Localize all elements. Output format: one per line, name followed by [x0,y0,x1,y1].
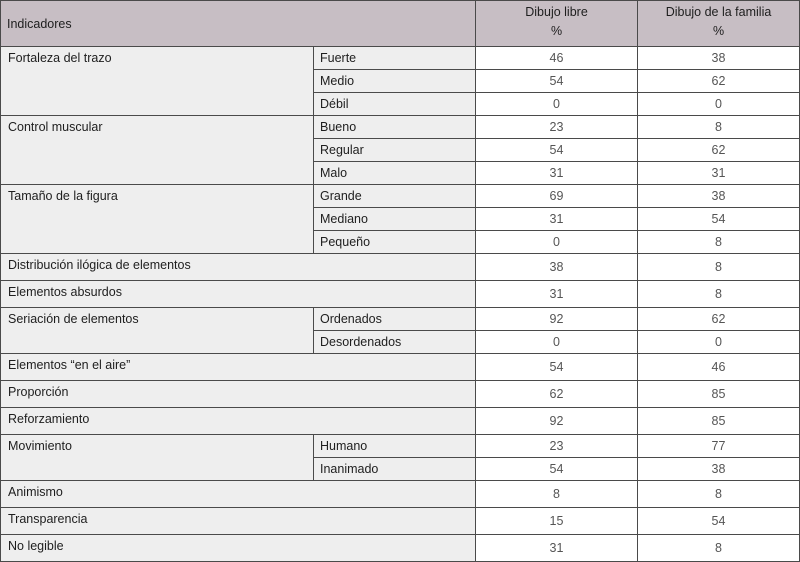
dibujo-libre-value: 0 [476,331,638,354]
subindicator-label: Pequeño [314,231,476,254]
table-body [1,47,800,562]
table-row [1,508,800,535]
dibujo-familia-value: 77 [638,435,800,458]
table-row [1,47,800,70]
dibujo-libre-value: 31 [476,208,638,231]
dibujo-familia-value: 62 [638,70,800,93]
indicator-label: Elementos “en el aire” [1,354,476,381]
dibujo-familia-value: 38 [638,47,800,70]
indicator-label: Animismo [1,481,476,508]
dibujo-libre-unit: % [550,24,563,38]
table-row [1,185,800,208]
subindicator-label: Medio [314,70,476,93]
dibujo-libre-value: 46 [476,47,638,70]
dibujo-familia-value: 0 [638,93,800,116]
indicator-label: Seriación de elementos [1,308,314,354]
dibujo-libre-value: 38 [476,254,638,281]
dibujo-familia-value: 0 [638,331,800,354]
dibujo-familia-value: 8 [638,281,800,308]
dibujo-libre-value: 54 [476,458,638,481]
dibujo-familia-unit: % [712,24,725,38]
dibujo-libre-value: 31 [476,535,638,562]
dibujo-libre-value: 54 [476,354,638,381]
dibujo-libre-value: 31 [476,162,638,185]
dibujo-familia-value: 85 [638,381,800,408]
dibujo-familia-value: 8 [638,535,800,562]
subindicator-label: Mediano [314,208,476,231]
table-row [1,535,800,562]
subindicator-label: Inanimado [314,458,476,481]
table-row [1,381,800,408]
dibujo-libre-value: 8 [476,481,638,508]
indicator-label: Proporción [1,381,476,408]
dibujo-familia-value: 46 [638,354,800,381]
table-row [1,481,800,508]
dibujo-libre-value: 54 [476,70,638,93]
subindicator-label: Malo [314,162,476,185]
table-row [1,116,800,139]
table-row [1,435,800,458]
dibujo-libre-value: 0 [476,231,638,254]
dibujo-familia-value: 54 [638,508,800,535]
dibujo-libre-value: 0 [476,93,638,116]
dibujo-familia-label: Dibujo de la familia [665,5,772,19]
dibujo-libre-value: 62 [476,381,638,408]
indicator-label: Tamaño de la figura [1,185,314,254]
table-row [1,408,800,435]
table-row [1,308,800,331]
dibujo-familia-value: 38 [638,458,800,481]
dibujo-familia-value: 62 [638,139,800,162]
subindicator-label: Grande [314,185,476,208]
indicator-label: Elementos absurdos [1,281,476,308]
table-row [1,281,800,308]
dibujo-libre-value: 54 [476,139,638,162]
indicator-label: Transparencia [1,508,476,535]
dibujo-libre-value: 92 [476,408,638,435]
indicator-label: Control muscular [1,116,314,185]
dibujo-libre-value: 23 [476,116,638,139]
dibujo-libre-value: 31 [476,281,638,308]
indicator-label: Fortaleza del trazo [1,47,314,116]
subindicator-label: Regular [314,139,476,162]
indicator-label: Movimiento [1,435,314,481]
table-header [1,1,800,47]
table-row [1,254,800,281]
dibujo-libre-value: 23 [476,435,638,458]
subindicator-label: Humano [314,435,476,458]
dibujo-familia-value: 8 [638,254,800,281]
subindicator-label: Desordenados [314,331,476,354]
dibujo-familia-value: 8 [638,481,800,508]
indicators-header: Indicadores [1,1,476,47]
indicator-label: Reforzamiento [1,408,476,435]
dibujo-libre-value: 92 [476,308,638,331]
table-row [1,354,800,381]
subindicator-label: Fuerte [314,47,476,70]
dibujo-familia-value: 8 [638,231,800,254]
dibujo-familia-value: 54 [638,208,800,231]
dibujo-libre-header [476,1,638,47]
dibujo-libre-value: 15 [476,508,638,535]
dibujo-libre-label: Dibujo libre [525,5,588,19]
dibujo-familia-value: 38 [638,185,800,208]
dibujo-familia-header [638,1,800,47]
subindicator-label: Ordenados [314,308,476,331]
dibujo-familia-value: 8 [638,116,800,139]
dibujo-familia-value: 62 [638,308,800,331]
dibujo-familia-value: 85 [638,408,800,435]
indicator-label: Distribución ilógica de elementos [1,254,476,281]
header-row [1,1,800,47]
subindicator-label: Débil [314,93,476,116]
indicator-label: No legible [1,535,476,562]
dibujo-familia-value: 31 [638,162,800,185]
subindicator-label: Bueno [314,116,476,139]
dibujo-libre-value: 69 [476,185,638,208]
